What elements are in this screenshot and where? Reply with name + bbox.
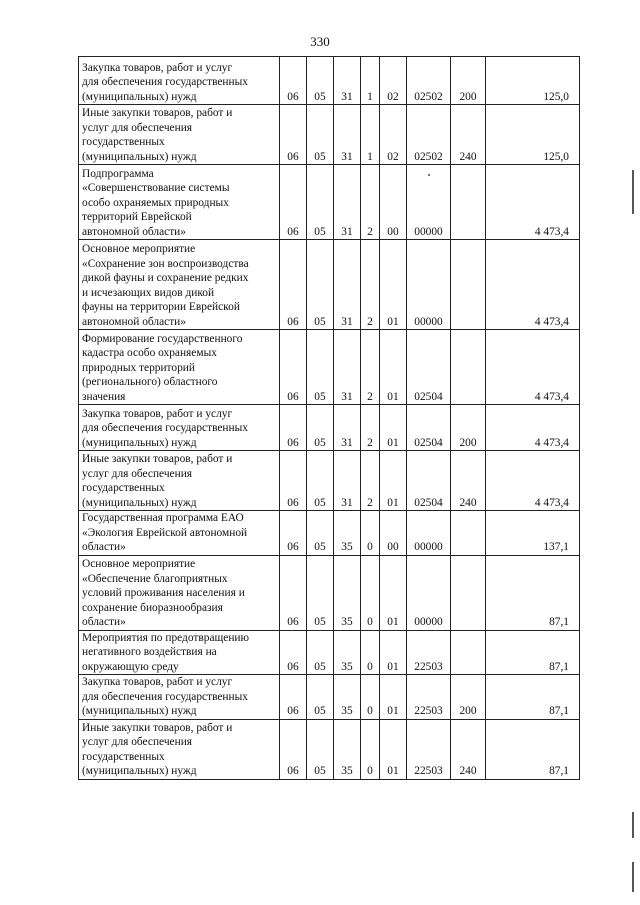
budget-table	[78, 56, 580, 780]
table-body	[79, 57, 580, 780]
cell-subprogram: 2	[361, 240, 380, 330]
cell-program: 31	[334, 330, 361, 405]
cell-program: 31	[334, 165, 361, 240]
scan-dot	[428, 174, 430, 176]
cell-amount: 87,1	[486, 719, 580, 779]
cell-program: 31	[334, 105, 361, 165]
cell-direction: 02502	[407, 105, 451, 165]
cell-program: 35	[334, 555, 361, 630]
cell-subsection: 05	[307, 165, 334, 240]
cell-direction: 02504	[407, 405, 451, 451]
table-row	[79, 405, 580, 451]
cell-main-activity: 02	[380, 105, 407, 165]
cell-amount: 137,1	[486, 511, 580, 556]
cell-subsection: 05	[307, 330, 334, 405]
scan-edge-mark	[632, 170, 634, 214]
cell-main-activity: 00	[380, 165, 407, 240]
table-row	[79, 57, 580, 105]
cell-subprogram: 0	[361, 511, 380, 556]
cell-subprogram: 2	[361, 451, 380, 511]
cell-direction: 00000	[407, 555, 451, 630]
table-row	[79, 451, 580, 511]
cell-subprogram: 2	[361, 405, 380, 451]
table-row	[79, 330, 580, 405]
cell-section: 06	[280, 165, 307, 240]
row-name: Основное мероприятие «Сохранение зон воспроизводства дикой фауны и сохранение редких и исчезающих видов дикой фауны на территории Еврейской автономной области»	[79, 240, 280, 330]
row-name: Мероприятия по предотвращению негативного воздействия на окружающую среду	[79, 630, 280, 675]
cell-section: 06	[280, 57, 307, 105]
cell-amount: 4 473,4	[486, 240, 580, 330]
cell-section: 06	[280, 405, 307, 451]
cell-section: 06	[280, 240, 307, 330]
cell-amount: 87,1	[486, 630, 580, 675]
row-name: Подпрограмма «Совершенствование системы особо охраняемых природных территорий Еврейской автономной области»	[79, 165, 280, 240]
cell-subsection: 05	[307, 451, 334, 511]
cell-main-activity: 01	[380, 240, 407, 330]
cell-program: 31	[334, 57, 361, 105]
row-name: Основное мероприятие «Обеспечение благоприятных условий проживания населения и сохранение биоразнообразия области»	[79, 555, 280, 630]
scan-edge-mark	[632, 862, 634, 892]
table-row	[79, 165, 580, 240]
cell-expense-type: 240	[451, 719, 486, 779]
table-row	[79, 719, 580, 779]
cell-expense-type: 240	[451, 105, 486, 165]
row-name: Закупка товаров, работ и услуг для обеспечения государственных (муниципальных) нужд	[79, 57, 280, 105]
cell-expense-type	[451, 240, 486, 330]
row-name: Иные закупки товаров, работ и услуг для обеспечения государственных (муниципальных) нужд	[79, 105, 280, 165]
table-row	[79, 630, 580, 675]
cell-subprogram: 0	[361, 630, 380, 675]
cell-program: 31	[334, 240, 361, 330]
scan-edge-mark	[632, 812, 634, 838]
cell-subsection: 05	[307, 105, 334, 165]
cell-amount: 4 473,4	[486, 330, 580, 405]
cell-program: 35	[334, 675, 361, 720]
table-row	[79, 675, 580, 720]
cell-direction: 02504	[407, 451, 451, 511]
cell-amount: 4 473,4	[486, 451, 580, 511]
cell-expense-type	[451, 630, 486, 675]
cell-amount: 4 473,4	[486, 165, 580, 240]
cell-subsection: 05	[307, 630, 334, 675]
cell-subprogram: 2	[361, 330, 380, 405]
cell-section: 06	[280, 330, 307, 405]
row-name: Закупка товаров, работ и услуг для обеспечения государственных (муниципальных) нужд	[79, 675, 280, 720]
cell-section: 06	[280, 451, 307, 511]
cell-section: 06	[280, 675, 307, 720]
cell-section: 06	[280, 719, 307, 779]
cell-expense-type: 240	[451, 451, 486, 511]
cell-direction: 02504	[407, 330, 451, 405]
cell-subsection: 05	[307, 240, 334, 330]
cell-section: 06	[280, 105, 307, 165]
cell-subprogram: 1	[361, 57, 380, 105]
cell-main-activity: 01	[380, 330, 407, 405]
cell-main-activity: 01	[380, 405, 407, 451]
cell-expense-type	[451, 555, 486, 630]
cell-expense-type: 200	[451, 57, 486, 105]
cell-subsection: 05	[307, 57, 334, 105]
cell-expense-type	[451, 330, 486, 405]
table-row	[79, 511, 580, 556]
cell-main-activity: 01	[380, 675, 407, 720]
cell-subsection: 05	[307, 719, 334, 779]
row-name: Государственная программа ЕАО «Экология Еврейской автономной области»	[79, 511, 280, 556]
cell-direction: 00000	[407, 165, 451, 240]
cell-expense-type: 200	[451, 675, 486, 720]
cell-amount: 125,0	[486, 57, 580, 105]
cell-section: 06	[280, 555, 307, 630]
cell-subprogram: 1	[361, 105, 380, 165]
table-row	[79, 240, 580, 330]
cell-main-activity: 02	[380, 57, 407, 105]
cell-program: 35	[334, 719, 361, 779]
cell-subprogram: 0	[361, 719, 380, 779]
cell-subsection: 05	[307, 555, 334, 630]
cell-expense-type	[451, 511, 486, 556]
cell-subsection: 05	[307, 405, 334, 451]
page-number: 330	[310, 34, 330, 49]
cell-amount: 4 473,4	[486, 405, 580, 451]
cell-direction: 02502	[407, 57, 451, 105]
cell-main-activity: 01	[380, 719, 407, 779]
cell-section: 06	[280, 630, 307, 675]
cell-direction: 22503	[407, 630, 451, 675]
table-row	[79, 555, 580, 630]
cell-main-activity: 01	[380, 555, 407, 630]
cell-subsection: 05	[307, 511, 334, 556]
cell-program: 35	[334, 630, 361, 675]
cell-amount: 87,1	[486, 675, 580, 720]
row-name: Иные закупки товаров, работ и услуг для обеспечения государственных (муниципальных) нужд	[79, 451, 280, 511]
table-row	[79, 105, 580, 165]
cell-main-activity: 01	[380, 451, 407, 511]
row-name: Иные закупки товаров, работ и услуг для обеспечения государственных (муниципальных) нужд	[79, 719, 280, 779]
cell-main-activity: 00	[380, 511, 407, 556]
cell-subsection: 05	[307, 675, 334, 720]
cell-program: 31	[334, 405, 361, 451]
cell-amount: 125,0	[486, 105, 580, 165]
cell-direction: 00000	[407, 240, 451, 330]
cell-subprogram: 0	[361, 675, 380, 720]
cell-section: 06	[280, 511, 307, 556]
row-name: Формирование государственного кадастра особо охраняемых природных территорий (регионального) областного значения	[79, 330, 280, 405]
cell-subprogram: 0	[361, 555, 380, 630]
cell-direction: 00000	[407, 511, 451, 556]
cell-main-activity: 01	[380, 630, 407, 675]
row-name: Закупка товаров, работ и услуг для обеспечения государственных (муниципальных) нужд	[79, 405, 280, 451]
cell-amount: 87,1	[486, 555, 580, 630]
cell-direction: 22503	[407, 719, 451, 779]
cell-program: 35	[334, 511, 361, 556]
cell-program: 31	[334, 451, 361, 511]
cell-expense-type: 200	[451, 405, 486, 451]
cell-subprogram: 2	[361, 165, 380, 240]
cell-direction: 22503	[407, 675, 451, 720]
cell-expense-type	[451, 165, 486, 240]
